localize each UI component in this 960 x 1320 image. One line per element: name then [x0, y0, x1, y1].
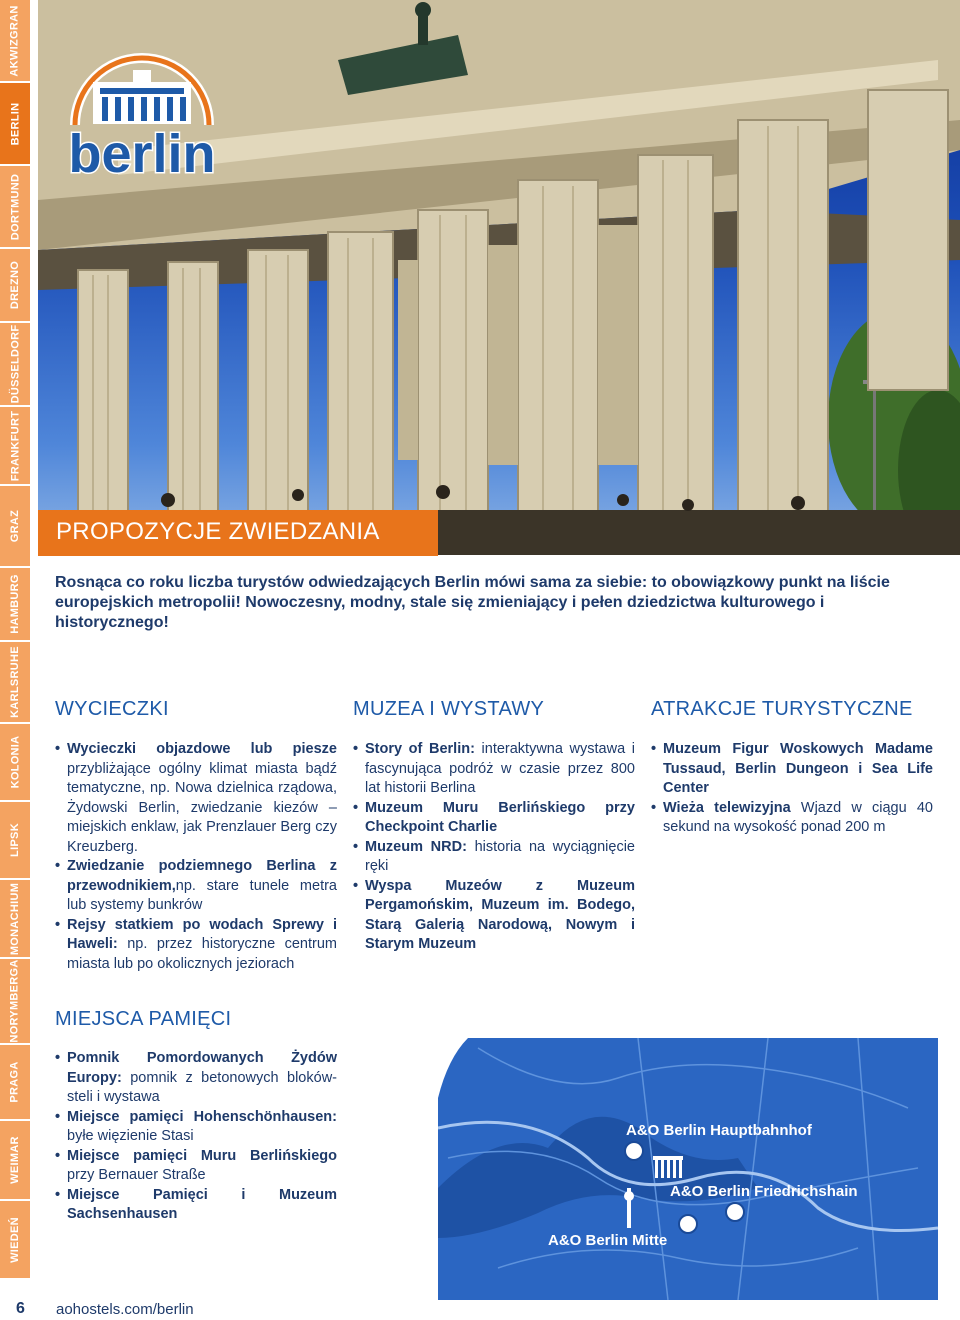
- list-item: • Rejsy statkiem po wodach Sprewy i Haweli: np. przez historyczne centrum miasta lub po okolicznych jeziorach: [55, 916, 337, 975]
- tab-karlsruhe[interactable]: KARLSRUHE: [0, 642, 30, 724]
- hostel-map: [438, 1038, 938, 1300]
- tab-norymberga[interactable]: NORYMBERGA: [0, 959, 30, 1045]
- footer-url[interactable]: aohostels.com/berlin: [56, 1301, 194, 1318]
- page-number: 6: [16, 1300, 25, 1317]
- tab-drezno[interactable]: DREZNO: [0, 249, 30, 323]
- list-atrakcje: [651, 740, 933, 838]
- list-item: • Muzeum Muru Berlińskiego przy Checkpoint Charlie: [353, 799, 635, 838]
- city-tabs: [0, 0, 30, 1280]
- map-label-mitte: A&O Berlin Mitte: [548, 1232, 668, 1249]
- list-item: • Story of Berlin: interaktywna wystawa i fascynująca podróż w czasie przez 800 lat historii Berlina: [353, 740, 635, 799]
- list-item: • Muzeum NRD: historia na wyciągnięcie ręki: [353, 838, 635, 877]
- logo-wordmark: berlin: [68, 124, 216, 180]
- list-item: • Miejsce pamięci Muru Berlińskiego przy Bernauer Straße: [55, 1147, 337, 1186]
- tab-monachium[interactable]: MONACHIUM: [0, 880, 30, 959]
- list-muzea: [353, 740, 635, 955]
- tab-kolonia[interactable]: KOLONIA: [0, 724, 30, 802]
- tab-wieden[interactable]: WIEDEŃ: [0, 1201, 30, 1280]
- heading-muzea: MUZEA I WYSTAWY: [353, 698, 545, 720]
- map-label-hauptbahnhof: A&O Berlin Hauptbahnhof: [626, 1122, 812, 1139]
- list-item: • Pomnik Pomordowanych Żydów Europy: pomnik z betonowych bloków-steli i wystawa: [55, 1049, 337, 1108]
- list-miejsca-pamieci: [55, 1049, 337, 1225]
- list-item: • Wyspa Muzeów z Muzeum Pergamońskim, Muzeum im. Bodego, Starą Galerią Narodową, Nowym i Starym Muzeum: [353, 877, 635, 955]
- heading-wycieczki: WYCIECZKI: [55, 698, 169, 720]
- tab-dusseldorf[interactable]: DÜSSELDORF: [0, 323, 30, 407]
- tab-berlin[interactable]: BERLIN: [0, 83, 30, 166]
- list-item: • Wycieczki objazdowe lub piesze przybliżające ogólny klimat miasta bądź tematyczne, np. Nowa dzielnica rządowa, Żydowski Berlin, zwiedzanie kiezów – miejskich enklaw, jak Prenzlauer Berg czy Kreuzberg.: [55, 740, 337, 857]
- list-item: • Wieża telewizyjna Wjazd w ciągu 40 sekund na wysokość ponad 200 m: [651, 799, 933, 838]
- tab-hamburg[interactable]: HAMBURG: [0, 568, 30, 642]
- tab-lipsk[interactable]: LIPSK: [0, 802, 30, 880]
- tab-akwizgran[interactable]: AKWIZGRAN: [0, 0, 30, 83]
- tab-frankfurt[interactable]: FRANKFURT: [0, 407, 30, 486]
- list-wycieczki: [55, 740, 337, 974]
- berlin-logo: [55, 40, 230, 180]
- section-title: PROPOZYCJE ZWIEDZANIA: [56, 518, 380, 545]
- tab-graz[interactable]: GRAZ: [0, 486, 30, 568]
- tab-weimar[interactable]: WEIMAR: [0, 1121, 30, 1201]
- intro-paragraph: Rosnąca co roku liczba turystów odwiedzających Berlin mówi sama za siebie: to obowiązkowy punkt na liście europejskich metropolii! Nowoczesny, modny, stale się zmieniający i pełen dziedzictwa kulturowego i historycznego!: [55, 574, 890, 631]
- map-label-friedrichshain: A&O Berlin Friedrichshain: [670, 1183, 858, 1200]
- list-item: • Muzeum Figur Woskowych Madame Tussaud, Berlin Dungeon i Sea Life Center: [651, 740, 933, 799]
- heading-miejsca-pamieci: MIEJSCA PAMIĘCI: [55, 1008, 232, 1030]
- tab-dortmund[interactable]: DORTMUND: [0, 166, 30, 249]
- list-item: • Miejsce Pamięci i Muzeum Sachsenhausen: [55, 1186, 337, 1225]
- list-item: • Zwiedzanie podziemnego Berlina z przewodnikiem,np. stare tunele metra lub systemy bunkrów: [55, 857, 337, 916]
- heading-atrakcje: ATRAKCJE TURYSTYCZNE: [651, 698, 913, 720]
- list-item: • Miejsce pamięci Hohenschönhausen: byłe więzienie Stasi: [55, 1108, 337, 1147]
- tab-praga[interactable]: PRAGA: [0, 1045, 30, 1121]
